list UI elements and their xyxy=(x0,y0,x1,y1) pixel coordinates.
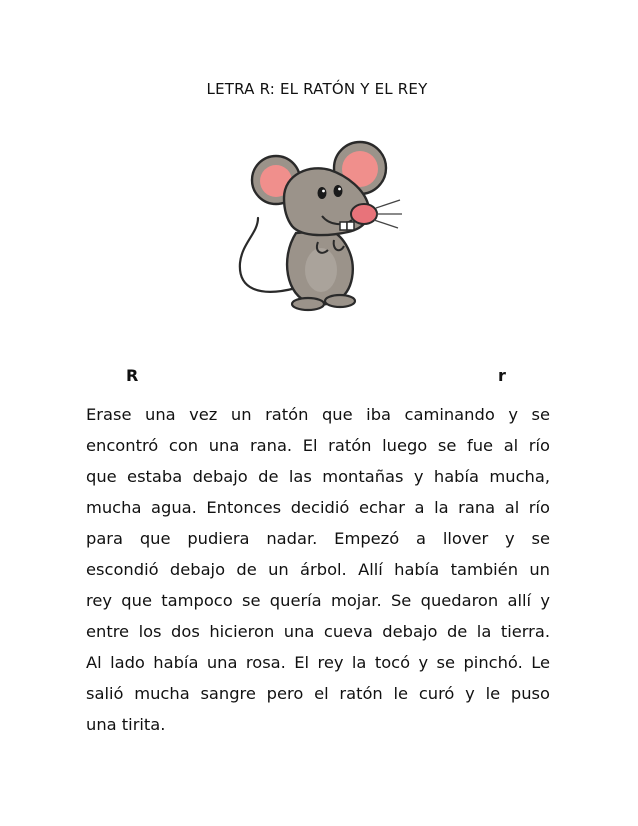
story-line: rey que tampoco se quería mojar. Se quedaron allí y xyxy=(86,591,550,610)
story-line: encontró con una rana. El ratón luego se fue al río xyxy=(86,436,550,455)
story-line: escondió debajo de un árbol. Allí había también un xyxy=(86,560,550,579)
mouse-illustration-icon xyxy=(218,138,418,318)
story-line: mucha agua. Entonces decidió echar a la rana al río xyxy=(86,498,550,517)
story-line: una tirita. xyxy=(86,715,166,734)
uppercase-letter: R xyxy=(126,366,139,385)
story-line: salió mucha sangre pero el ratón le curó y le puso xyxy=(86,684,550,703)
story-line: Al lado había una rosa. El rey la tocó y se pinchó. Le xyxy=(86,653,550,672)
page-title: LETRA R: EL RATÓN Y EL REY xyxy=(206,80,428,98)
story-line: entre los dos hicieron una cueva debajo de la tierra. xyxy=(86,622,550,641)
story-paragraph xyxy=(86,399,550,740)
story-line: para que pudiera nadar. Empezó a llover y se xyxy=(86,529,550,548)
lowercase-letter: r xyxy=(498,366,506,385)
story-line: Erase una vez un ratón que iba caminando y se xyxy=(86,405,550,424)
story-line: que estaba debajo de las montañas y había mucha, xyxy=(86,467,550,486)
